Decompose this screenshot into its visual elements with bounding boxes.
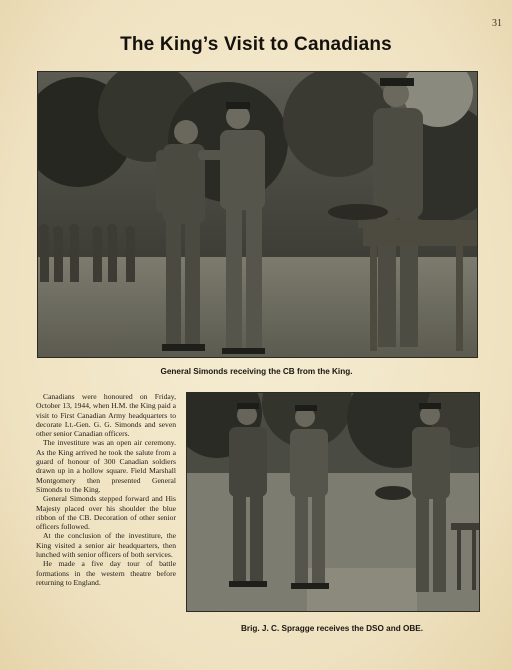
- photo-bottom-illustration: [187, 393, 479, 611]
- article-paragraph: At the conclusion of the investiture, the King visited a senior air headquarters, then lunched with senior officers of both services.: [36, 531, 176, 560]
- page-title: The King’s Visit to Canadians: [120, 34, 392, 55]
- caption-top-photo: General Simonds receiving the CB from the King.: [160, 367, 353, 376]
- photo-spragge-investiture: [186, 392, 480, 612]
- article-paragraph: He made a five day tour of battle formations in the western theatre before returning to England.: [36, 559, 176, 587]
- article-paragraph: General Simonds stepped forward and His Majesty placed over his shoulder the blue ribbon of the CB. Decoration of other senior officers followed.: [36, 494, 176, 532]
- article-paragraph: The investiture was an open air ceremony. As the King arrived he took the salute from a guard of honour of 300 Canadian soldiers drawn up in a hollow square. Field Marshall Montgomery then presented General Simonds to the King.: [36, 438, 176, 494]
- article-body: [36, 392, 176, 587]
- article-paragraph: Canadians were honoured on Friday, October 13, 1944, when H.M. the King paid a visit to First Canadian Army headquarters to decorate Lt.-Gen. G. G. Simonds and seven other senior Canadian officers.: [36, 392, 176, 439]
- photo-king-and-simonds: [37, 71, 478, 358]
- photo-top-illustration: [38, 72, 477, 357]
- page-number: 31: [492, 18, 502, 29]
- caption-bottom-photo: Brig. J. C. Spragge receives the DSO and OBE.: [241, 624, 423, 633]
